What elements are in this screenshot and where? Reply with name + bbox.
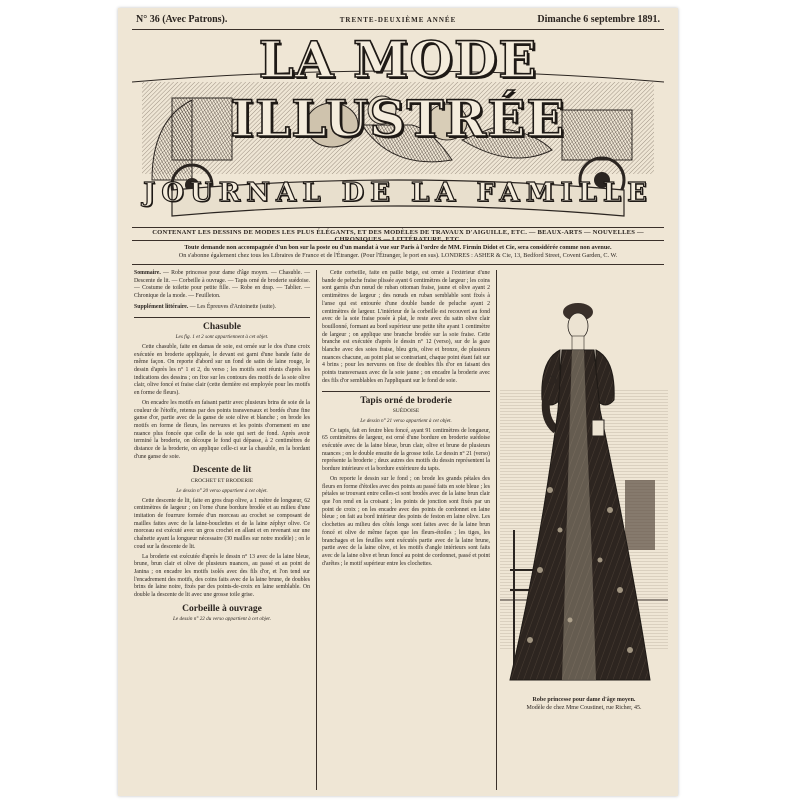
sommaire-text: — Robe princesse pour dame d'âge moyen. — Chasuble. — Descente de lit. — Corbeille à ouvrage. — Tapis orné de broderie suédoise. — Costume de toilette pour petite fille. — Robe en drap. — Tablier. — Chronique de la mode. — Feuilleton. (134, 270, 310, 300)
illustration-title: Robe princesse pour dame d'âge moyen. (532, 697, 636, 703)
column-middle (322, 270, 490, 790)
descente-paragraph: La broderie est exécutée d'après le dessin n° 13 avec de la laine bleue, brune, brun clair et olive de plusieurs nuances, au passé et au point de Janina ; on encadre les motifs isolés avec des fils d'or, et l'on tend sur l'encadrement des motifs, des coins faits avec de la laine brune, de doubles brins de laine noire, fixés par des points-de-croix en laine semblable. On double la descente de lit avec une grosse toile grise. (134, 553, 310, 599)
tapis-subtitle: SUÉDOISE (392, 408, 420, 415)
masthead-title: LA MODE ILLUSTRÉE (230, 30, 566, 148)
issue-header (136, 14, 660, 28)
subscription-notice (134, 244, 662, 260)
tapis-note: Le dessin n° 21 verso appartient à cet objet. (360, 417, 452, 424)
notice-rule (132, 264, 664, 265)
chasuble-title: Chasuble (202, 321, 241, 332)
column-divider-1 (316, 270, 317, 790)
supplement-text: — Les Épreuves d'Antoinette (suite). (189, 303, 276, 310)
banner-rule-bottom (132, 240, 664, 241)
corbeille-paragraph: Cette corbeille, faite en paille beige, est ornée à l'extérieur d'une bande de peluche fraise plissée ayant 6 centimètres de largeur ; les coins sont garnis d'un nœud de ruban ottoman fraise, jaune et olive ayant 2 centimètres de largeur ; des nœuds en ruban semblable sont fixés à l'anse qui est entourée d'une double bande de peluche ayant 2 centimètres de largeur. L'intérieur de la corbeille est recouvert au fond avec de la soie fraise posée à plat, le reste avec du satin olive clair bouillonné, formant au bord supérieur une petite tête ayant 1 centimètre de largeur ; on applique une branche brodée sur la soie fraise. Cette branche est exécutée d'après le dessin n° 12 (verso), sur de la gaze blanche avec des soies fraise, bleu gris, olive et bronze, de plusieurs nuances chacune, au point plat se contrariant, chaque point étant fait sur 4 brins ; pour les nervures on fixe de doubles fils d'or en faisant des points transversaux avec de la soie jaune ; on encadre la broderie avec des fils d'or semblables en l'appliquant sur le fond de soie. (322, 270, 490, 384)
notice-line-2: On s'abonne également chez tous les Libraires de France et de l'Étranger. (Pour l'Étranger, le port en sus). LONDRES : ASHER & Cie, 13, Bedford Street, Covent Garden, C. W. (178, 252, 618, 259)
corbeille-note: Le dessin n° 22 du verso appartient à cet objet. (172, 616, 272, 623)
descente-title: Descente de lit (192, 465, 252, 476)
column-left (134, 270, 310, 790)
column-rule (322, 391, 490, 392)
masthead-subtitle: JOURNAL DE LA FAMILLE (143, 178, 653, 208)
issue-number: N° 36 (Avec Patrons). (136, 14, 228, 25)
chasuble-paragraph: Cette chasuble, faite en damas de soie, est ornée sur le dos d'une croix exécutée en broderie appliquée, le devant est garni d'une bande faite de même façon. On reporte d'abord sur un fond de satin de laine rouge, le dessin d'après les n° 1 et 2, du verso ; les motifs sont réunis d'après les indications des dessins ; on fixe sur les contours des motifs de la soie olive clair, olive foncé et fraise clair (cette dernière est employée pour les motifs en forme de fleurs). (134, 343, 310, 397)
notice-line-1: Toute demande non accompagnée d'un bon sur la poste ou d'un mandat à vue sur Paris à l'ordre de MM. Firmin Didot et Cie, sera considérée comme non avenue. (184, 244, 612, 251)
chasuble-note: Les fig. 1 et 2 sont appartiennent à cet objet. (175, 334, 269, 341)
illustration-credit: Modèle de chez Mme Coustinet, rue Richer, 45. (526, 705, 642, 711)
descente-subtitle: CROCHET ET BRODERIE (190, 478, 254, 485)
masthead (132, 30, 664, 222)
column-divider-2 (496, 270, 497, 790)
tapis-paragraph: Ce tapis, fait en feutre bleu foncé, ayant 91 centimètres de longueur, 65 centimètres de largeur, est orné d'une bordure en broderie suédoise exécutée avec de la laine bleue, brun clair, olive et brune de plusieurs nuances ; on le double ensuite de la grosse toile. Le dessin n° 21 (verso) représente la broderie ; deux autres des motifs du dessin représentent la bordure intérieure et la bordure extérieure du tapis. (322, 427, 490, 473)
descente-note: Le dessin n° 20 verso appartient à cet objet. (176, 487, 268, 494)
fashion-plate-illustration (500, 270, 668, 690)
issue-year: TRENTE-DEUXIÈME ANNÉE (339, 16, 457, 24)
banner-rule-top (132, 227, 664, 228)
newspaper-page (118, 8, 678, 796)
illustration-caption (500, 696, 668, 712)
content-banner: CONTENANT LES DESSINS DE MODES LES PLUS ÉLÉGANTS, ET DES MODÈLES DE TRAVAUX D'AIGUILLE, ETC. — BEAUX-ARTS — NOUVELLES — CHRONIQUES — LITTÉRATURE, ETC. (152, 229, 644, 243)
tapis-paragraph: On reporte le dessin sur le fond ; on brode les grands pétales des fleurs en forme d'étoiles avec des points au passé faits en soie bleue ; les pétales se trouvant entre celles-ci sont brodés avec de la laine brun clair que l'on rend en la croisant ; les points de jonction sont fixés par un point de croix ; on les encadre avec des points de cordonnet en laine bleue ; on fait au bord intérieur des points de feston en laine olive. Les clochettes au milieu des côtés longs sont faites avec de la laine brun foncé et olive de même façon que les fleurs-étoiles ; les tiges, les branchages et les feuilles sont exécutés partie avec de la laine brune, partie avec de la laine olive, et les motifs d'angle intérieurs sont faits avec de la laine olive et brun foncé au point de cordonnet, passé et point d'arêtes ; le motif supérieur entre les clochettes. (322, 475, 490, 567)
column-rule (134, 317, 310, 318)
chasuble-paragraph: On encadre les motifs en faisant partir avec plusieurs brins de soie de la couleur de l'étoffe, retenus par des points transversaux et bordés d'une fine ganse d'or, partie avec de la ganse de soie olive et blanche ; on brode les motifs en forme de fleurs, les nervures et les points d'ornement en une nuance plus foncée que celle de la soie qui sert de fond. Après avoir terminé la broderie, on découpe le fond qui dépasse, à 2 centimètres de distance de la broderie, on applique celle-ci sur la chasuble, en la bordant d'une ganse de soie. (134, 399, 310, 460)
issue-date: Dimanche 6 septembre 1891. (537, 14, 660, 25)
supplement-label: Supplément littéraire. (134, 303, 189, 310)
sommaire-label: Sommaire. (134, 270, 161, 276)
descente-paragraph: Cette descente de lit, faite en gros drap olive, a 1 mètre de longueur, 62 centimètres de largeur ; on l'orne d'une bordure brodée et au milieu d'une imitation de fourrure formée d'un morceau au crochet se composant de mailles faites avec de la laine-bouclettes et de la laine zéphyr olive. Ce morceau est exécuté avec un gros crochet en allant et en revenant sur une chaînette ayant la longueur nécessaire (30 mailles sur notre modèle) ; on le coud sur la descente de lit. (134, 497, 310, 550)
corbeille-title: Corbeille à ouvrage (182, 603, 262, 614)
tapis-title: Tapis orné de broderie (360, 395, 452, 406)
